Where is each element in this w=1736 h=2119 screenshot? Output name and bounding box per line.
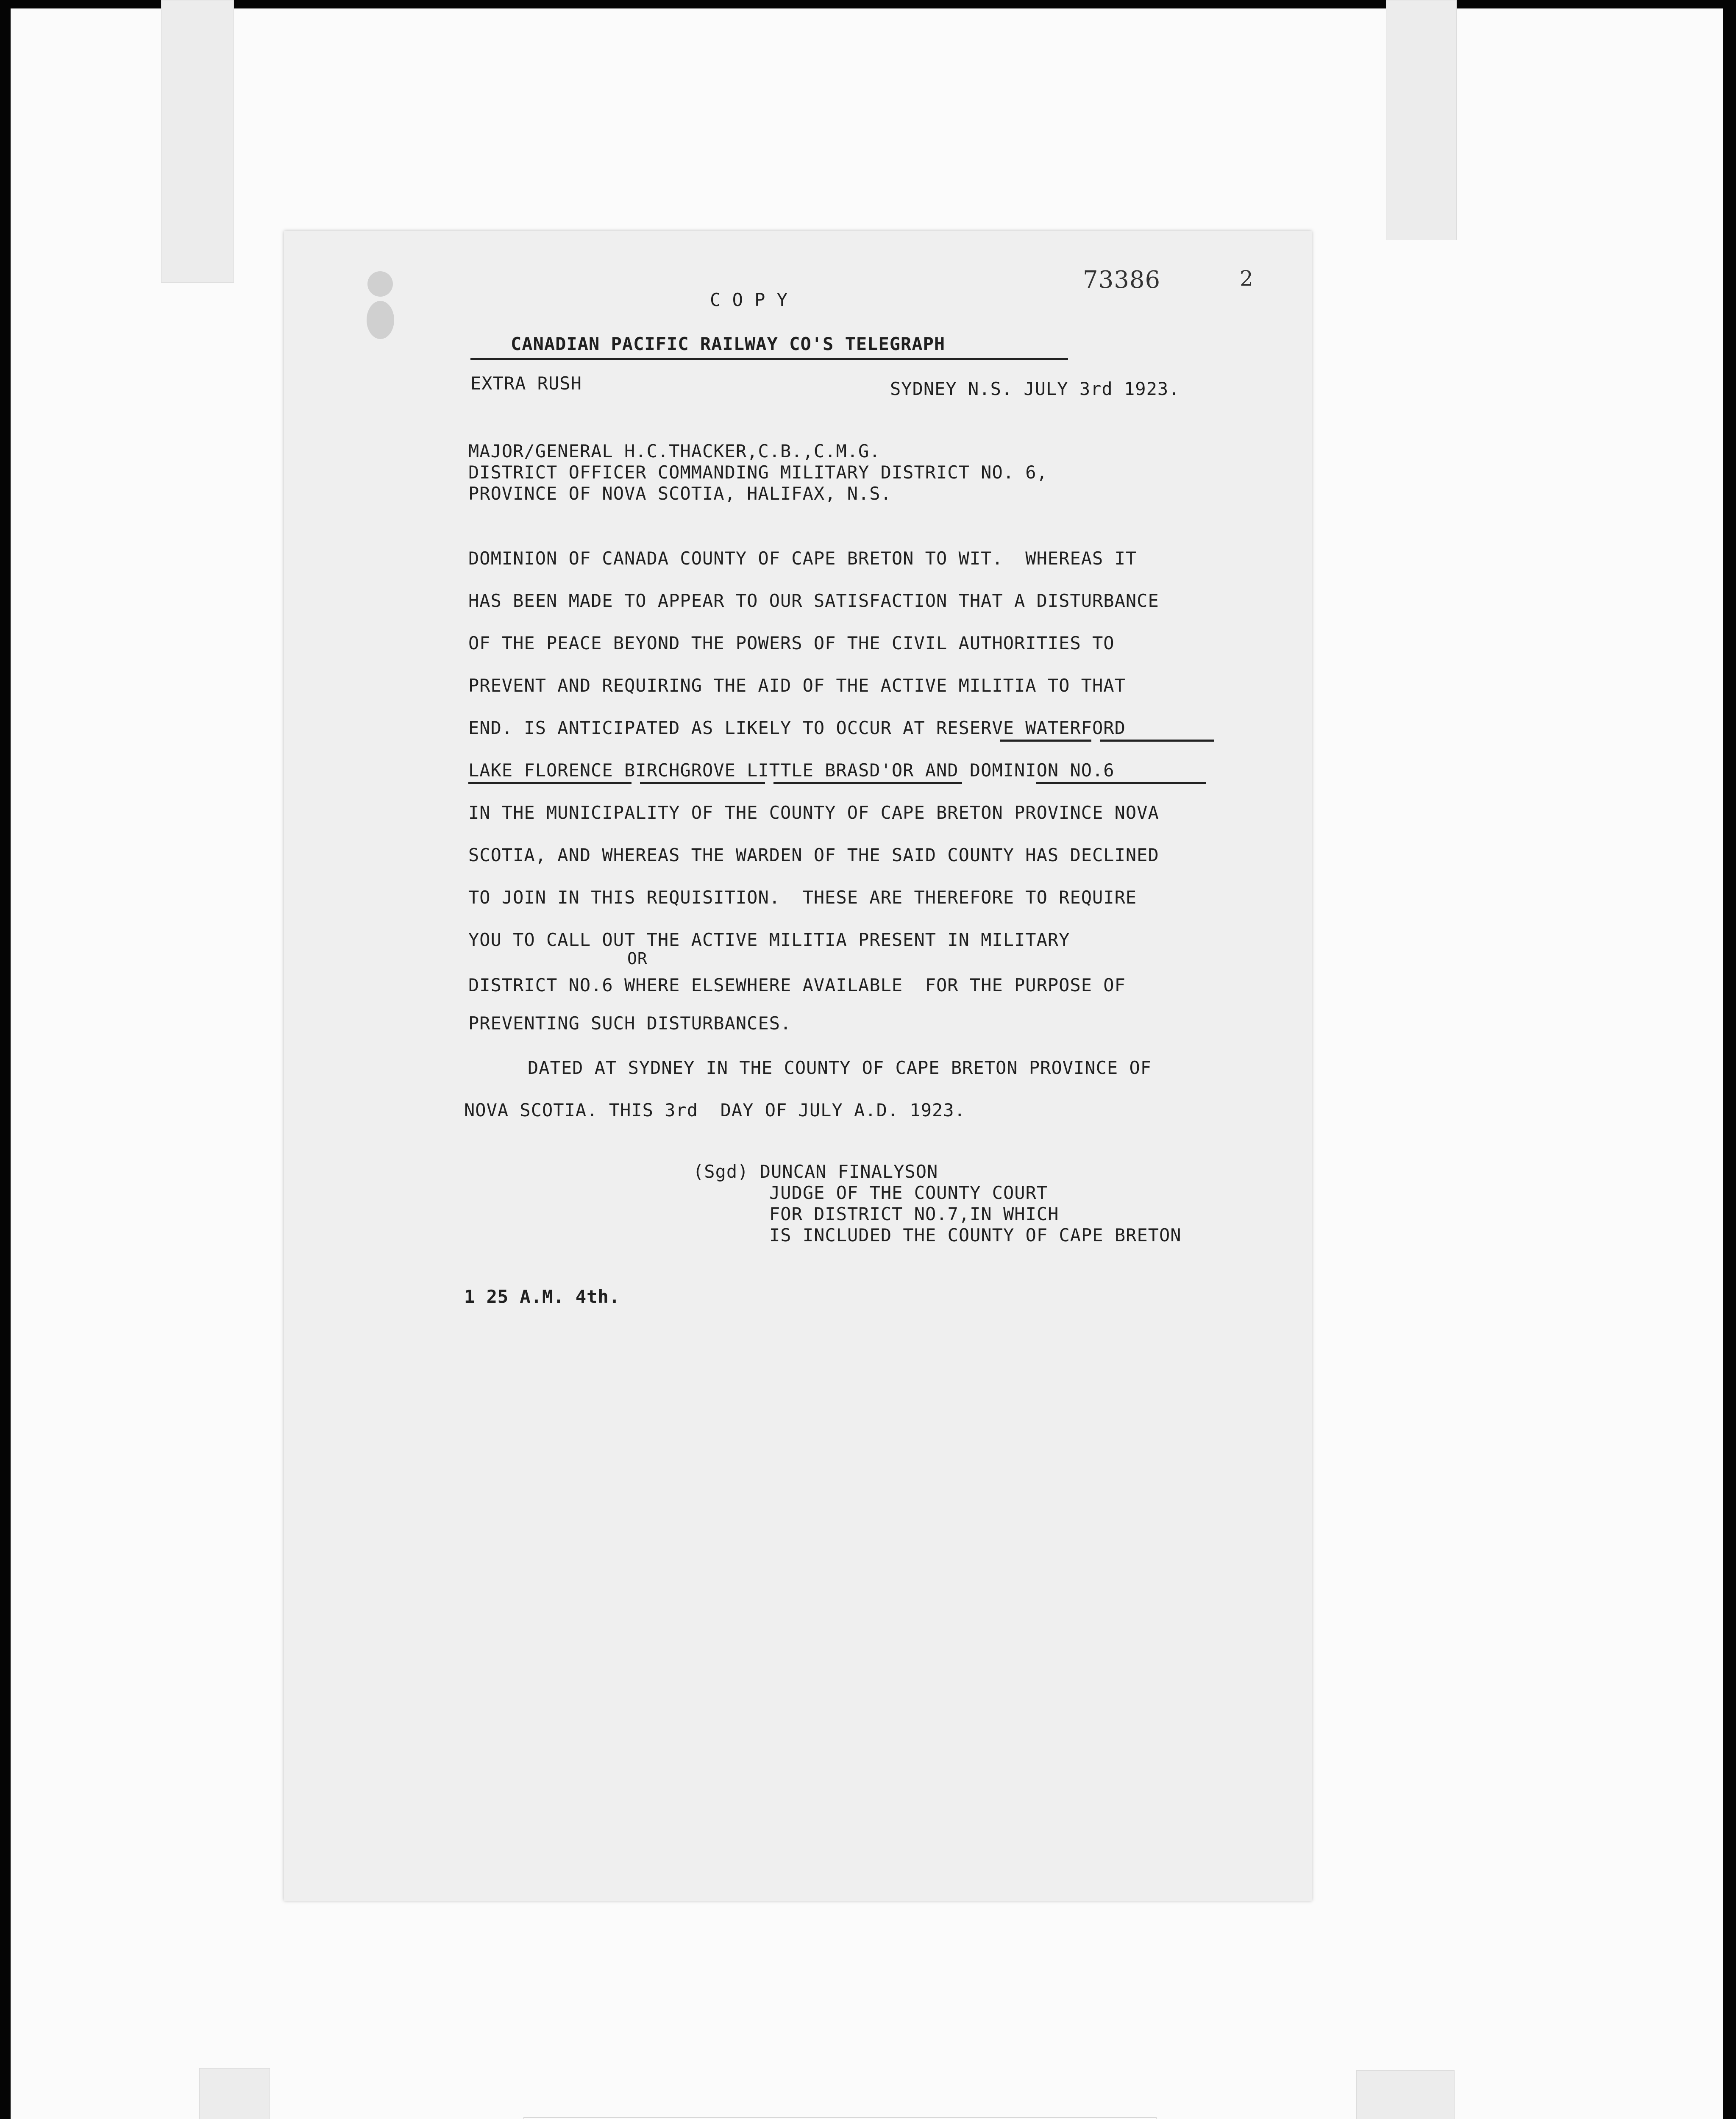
body-line-6: LAKE FLORENCE BIRCHGROVE LITTLE BRASD'OR AND DOMINION NO.6 (468, 760, 1115, 781)
body-line-7: IN THE MUNICIPALITY OF THE COUNTY OF CAPE BRETON PROVINCE NOVA (468, 802, 1159, 823)
dated-line-2: NOVA SCOTIA. THIS 3rd DAY OF JULY A.D. 1923. (464, 1100, 965, 1121)
underline-reserve (1000, 740, 1091, 742)
body-line-1: DOMINION OF CANADA COUNTY OF CAPE BRETON TO WIT. WHEREAS IT (468, 548, 1137, 569)
document-number: 73386 (1083, 266, 1161, 294)
punch-hole-top (367, 271, 393, 297)
header-underline (470, 358, 1068, 360)
underline-lake-florence (468, 782, 632, 784)
body-line-9: TO JOIN IN THIS REQUISITION. THESE ARE THEREFORE TO REQUIRE (468, 887, 1137, 908)
body-line-8: SCOTIA, AND WHEREAS THE WARDEN OF THE SAID COUNTY HAS DECLINED (468, 845, 1159, 865)
tape-label-left (199, 2068, 270, 2119)
address-line-3: PROVINCE OF NOVA SCOTIA, HALIFAX, N.S. (468, 483, 892, 504)
insert-word: OR (627, 949, 648, 968)
underline-birchgrove (640, 782, 765, 784)
underline-little-brasdor (773, 782, 962, 784)
body-line-3: OF THE PEACE BEYOND THE POWERS OF THE CIVIL AUTHORITIES TO (468, 633, 1115, 653)
signature-line-1: (Sgd) DUNCAN FINALYSON (693, 1161, 938, 1182)
address-line-2: DISTRICT OFFICER COMMANDING MILITARY DISTRICT NO. 6, (468, 462, 1048, 483)
body-line-4: PREVENT AND REQUIRING THE AID OF THE ACTIVE MILITIA TO THAT (468, 675, 1126, 696)
place-date: SYDNEY N.S. JULY 3rd 1923. (890, 378, 1180, 399)
tape-label-right (1356, 2070, 1455, 2119)
signature-line-2: JUDGE OF THE COUNTY COURT (769, 1182, 1048, 1203)
priority-label: EXTRA RUSH (470, 373, 582, 394)
punch-hole-bottom (367, 301, 394, 339)
signature-line-3: FOR DISTRICT NO.7,IN WHICH (769, 1204, 1059, 1224)
body-line-10: YOU TO CALL OUT THE ACTIVE MILITIA PRESENT IN MILITARY (468, 929, 1070, 950)
body-line-2: HAS BEEN MADE TO APPEAR TO OUR SATISFACTION THAT A DISTURBANCE (468, 590, 1159, 611)
body-line-11: DISTRICT NO.6 WHERE ELSEWHERE AVAILABLE FOR THE PURPOSE OF (468, 975, 1126, 996)
dated-line-1: DATED AT SYDNEY IN THE COUNTY OF CAPE BRETON PROVINCE OF (528, 1057, 1152, 1078)
signature-line-4: IS INCLUDED THE COUNTY OF CAPE BRETON (769, 1225, 1182, 1246)
underline-dominion-no6 (1036, 782, 1206, 784)
telegraph-header: CANADIAN PACIFIC RAILWAY CO'S TELEGRAPH (511, 334, 946, 354)
copy-label: C O P Y (710, 289, 788, 310)
underline-waterford (1100, 740, 1214, 742)
body-line-5: END. IS ANTICIPATED AS LIKELY TO OCCUR AT RESERVE WATERFORD (468, 717, 1126, 738)
collection-slip (523, 2117, 1157, 2119)
page-mark: 2 (1240, 266, 1254, 291)
body-line-12: PREVENTING SUCH DISTURBANCES. (468, 1013, 792, 1034)
tape-strip-top-left (161, 0, 234, 283)
time-received: 1 25 A.M. 4th. (464, 1286, 620, 1307)
address-line-1: MAJOR/GENERAL H.C.THACKER,C.B.,C.M.G. (468, 441, 881, 462)
tape-strip-top-right (1386, 0, 1457, 240)
